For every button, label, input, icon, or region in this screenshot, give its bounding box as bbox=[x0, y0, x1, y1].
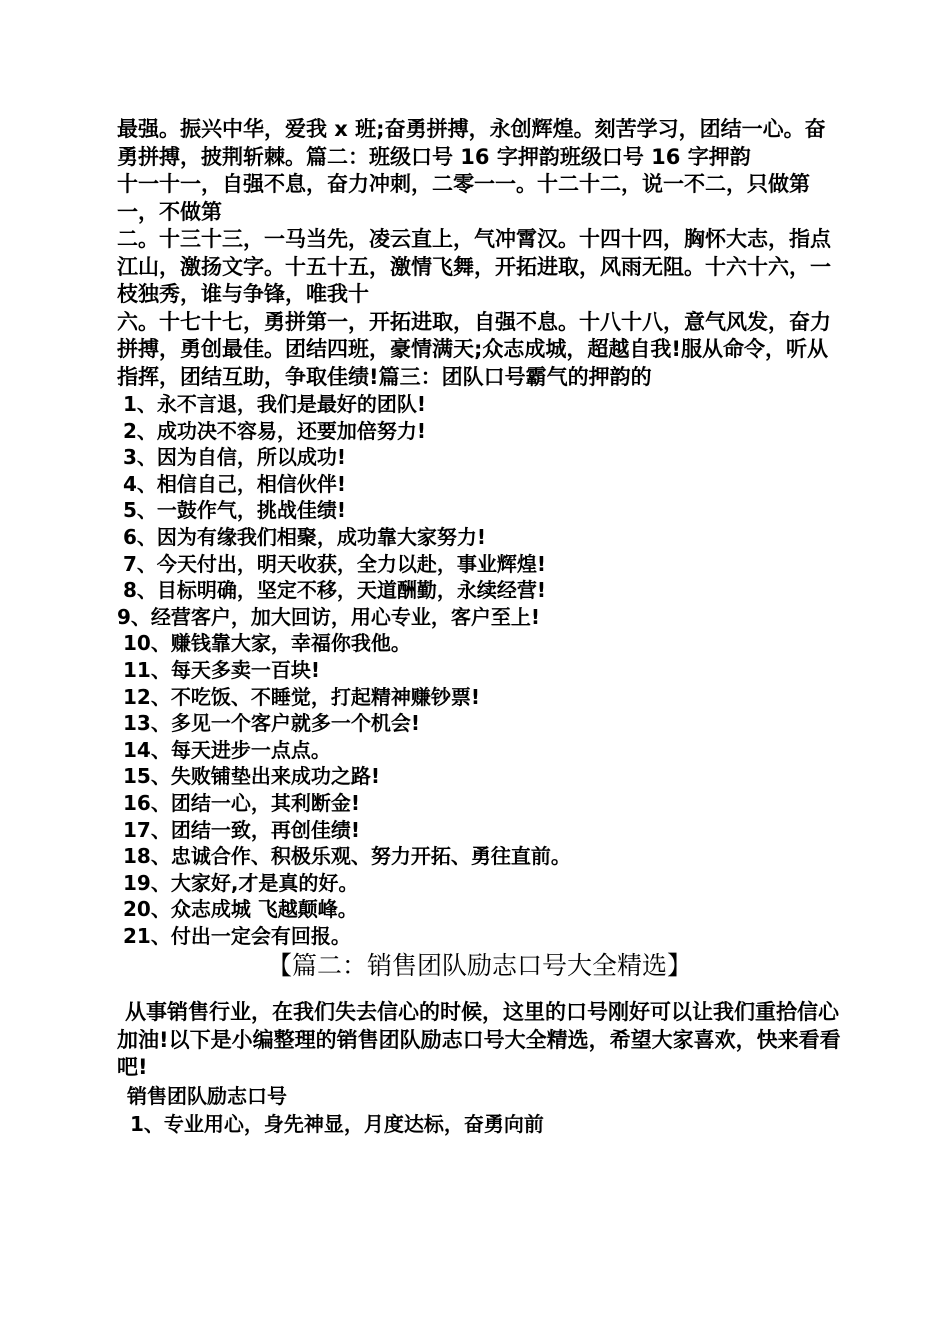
paragraph-3: 二。十三十三，一马当先，凌云直上，气冲霄汉。十四十四，胸怀大志，指点江山，激扬文字。十五十五，激情飞舞，开拓进取，风雨无阻。十六十六，一枝独秀，谁与争锋，唯我十 bbox=[117, 227, 831, 306]
list-item: 16、团结一心，其利断金! bbox=[123, 790, 360, 815]
list-item: 1、专业用心，身先神显，月度达标，奋勇向前 bbox=[130, 1111, 544, 1136]
list-item: 6、因为有缘我们相聚，成功靠大家努力! bbox=[123, 524, 487, 549]
slogan-list bbox=[117, 391, 842, 949]
paragraph-1: 最强。振兴中华，爱我 x 班;奋勇拼搏，永创辉煌。刻苦学习，团结一心。奋勇拼搏，披荆斩棘。篇二：班级口号 16 字押韵班级口号 16 字押韵 bbox=[117, 117, 826, 169]
list-item: 5、一鼓作气，挑战佳绩! bbox=[123, 498, 347, 523]
list-item: 9、经营客户，加大回访，用心专业，客户至上! bbox=[117, 604, 541, 629]
list-item: 1、永不言退，我们是最好的团队! bbox=[123, 392, 427, 416]
list-item: 14、每天进步一点点。 bbox=[123, 737, 331, 762]
list-item: 20、众志成城 飞越颠峰。 bbox=[123, 897, 358, 922]
paragraph-2: 十一十一，自强不息，奋力冲刺，二零一一。十二十二，说一不二，只做第一，不做第 bbox=[117, 172, 810, 224]
list-item: 4、相信自己，相信伙伴! bbox=[123, 471, 347, 496]
list-item: 15、失败铺垫出来成功之路! bbox=[123, 764, 380, 789]
intro-paragraph: 从事销售行业，在我们失去信心的时候，这里的口号刚好可以让我们重拾信心加油!以下是小编整理的销售团队励志口号大全精选，希望大家喜欢，快来看看吧! bbox=[117, 1000, 841, 1080]
list-item: 8、目标明确，坚定不移，天道酬勤，永续经营! bbox=[123, 578, 547, 603]
list-item: 19、大家好,才是真的好。 bbox=[123, 870, 359, 895]
list-item: 12、不吃饭、不睡觉，打起精神赚钞票! bbox=[123, 684, 480, 709]
list-item: 11、每天多卖一百块! bbox=[123, 657, 320, 682]
list-item: 2、成功决不容易，还要加倍努力! bbox=[123, 418, 427, 443]
list-item: 17、团结一致，再创佳绩! bbox=[123, 817, 360, 842]
list-item: 13、多见一个客户就多一个机会! bbox=[123, 711, 420, 736]
list-item: 10、赚钱靠大家，幸福你我他。 bbox=[123, 631, 411, 656]
paragraph-4: 六。十七十七，勇拼第一，开拓进取，自强不息。十八十八，意气风发，奋力拼搏，勇创最佳。团结四班，豪情满天;众志成城，超越自我!服从命令，听从指挥，团结互助，争取佳绩!篇三：团队口号霸气的押韵的 bbox=[117, 309, 831, 389]
list-item: 18、忠诚合作、积极乐观、努力开拓、勇往直前。 bbox=[123, 844, 571, 869]
list-item: 3、因为自信，所以成功! bbox=[123, 445, 347, 470]
section-title: 【篇二：销售团队励志口号大全精选】 bbox=[266, 951, 692, 981]
document-page bbox=[117, 116, 842, 1138]
subheading: 销售团队励志口号 bbox=[127, 1083, 287, 1108]
list-item: 21、付出一定会有回报。 bbox=[123, 923, 351, 948]
list-item: 7、今天付出，明天收获，全力以赴，事业辉煌! bbox=[123, 551, 547, 576]
